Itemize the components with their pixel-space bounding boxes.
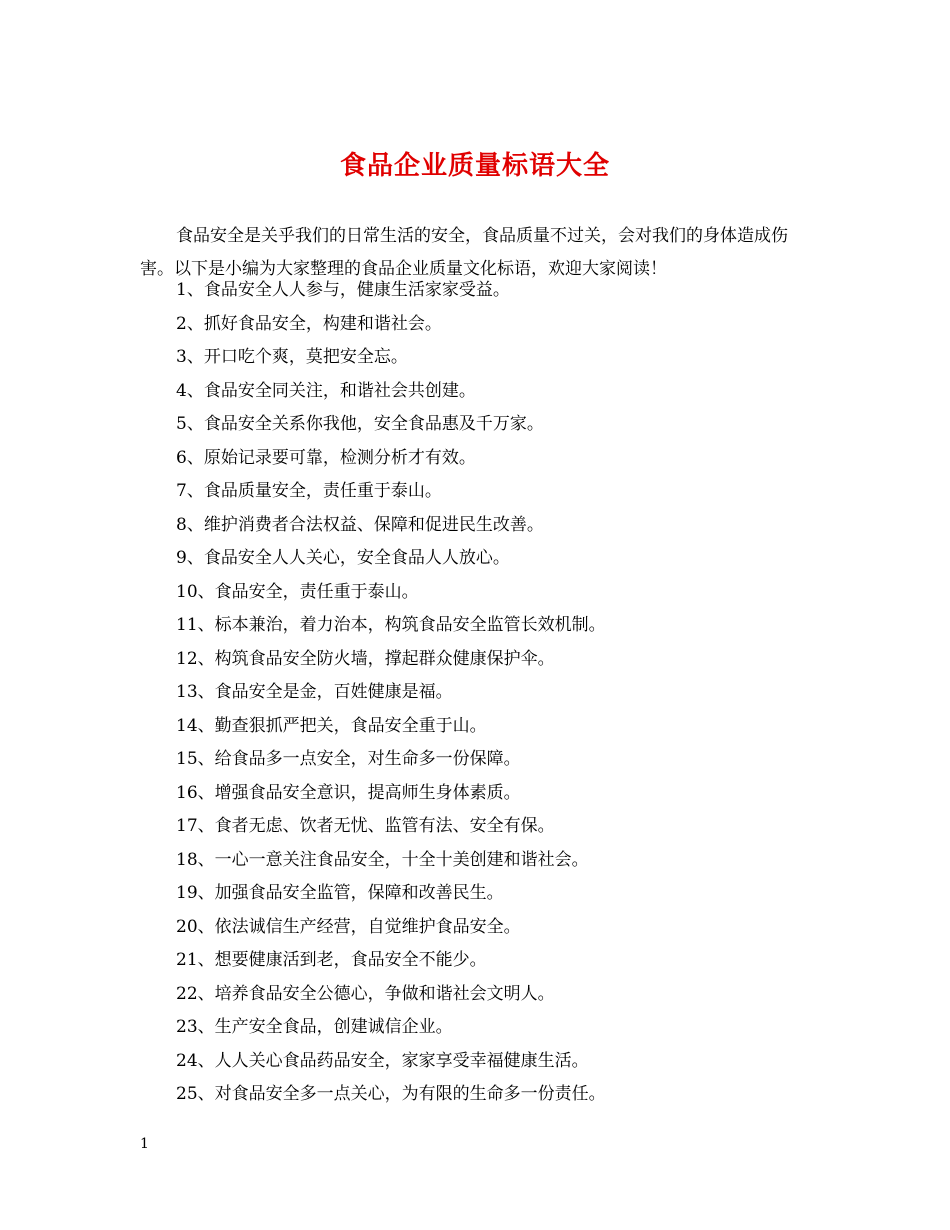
list-item: 18、一心一意关注食品安全，十全十美创建和谐社会。 bbox=[176, 849, 589, 870]
list-item: 15、给食品多一点安全，对生命多一份保障。 bbox=[176, 749, 521, 769]
list-item: 1、食品安全人人参与，健康生活家家受益。 bbox=[176, 280, 510, 300]
page-number: 1 bbox=[140, 1136, 149, 1152]
list-item: 4、食品安全同关注，和谐社会共创建。 bbox=[176, 380, 476, 401]
list-item: 13、食品安全是金，百姓健康是福。 bbox=[176, 682, 453, 702]
list-item: 16、增强食品安全意识，提高师生身体素质。 bbox=[176, 782, 521, 803]
list-item: 11、标本兼治，着力治本，构筑食品安全监管长效机制。 bbox=[176, 615, 606, 635]
list-item: 25、对食品安全多一点关心，为有限的生命多一份责任。 bbox=[176, 1084, 606, 1104]
list-item: 21、想要健康活到老，食品安全不能少。 bbox=[176, 950, 487, 970]
list-item: 14、勤查狠抓严把关，食品安全重于山。 bbox=[176, 715, 487, 736]
list-item: 5、食品安全关系你我他，安全食品惠及千万家。 bbox=[176, 414, 544, 434]
list-item: 12、构筑食品安全防火墙，撑起群众健康保护伞。 bbox=[176, 648, 555, 669]
list-item: 10、食品安全，责任重于泰山。 bbox=[176, 581, 419, 602]
list-item: 23、生产安全食品，创建诚信企业。 bbox=[176, 1017, 453, 1037]
list-item: 6、原始记录要可靠，检测分析才有效。 bbox=[176, 447, 476, 468]
list-item: 17、食者无虑、饮者无忧、监管有法、安全有保。 bbox=[176, 816, 555, 836]
list-item: 20、依法诚信生产经营，自觉维护食品安全。 bbox=[176, 916, 521, 937]
intro-paragraph: 食品安全是关乎我们的日常生活的安全，食品质量不过关，会对我们的身体造成伤害。以下是小编为大家整理的食品企业质量文化标语，欢迎大家阅读！ bbox=[140, 226, 788, 279]
list-item: 3、开口吃个爽，莫把安全忘。 bbox=[176, 347, 408, 367]
list-item: 7、食品质量安全，责任重于泰山。 bbox=[176, 481, 442, 501]
list-item: 24、人人关心食品药品安全，家家享受幸福健康生活。 bbox=[176, 1050, 589, 1071]
slogan-list bbox=[0, 274, 950, 1112]
list-item: 22、培养食品安全公德心，争做和谐社会文明人。 bbox=[176, 983, 555, 1004]
document-title: 食品企业质量标语大全 bbox=[339, 151, 610, 182]
list-item: 2、抓好食品安全，构建和谐社会。 bbox=[176, 313, 442, 334]
list-item: 19、加强食品安全监管，保障和改善民生。 bbox=[176, 883, 504, 903]
list-item: 9、食品安全人人关心，安全食品人人放心。 bbox=[176, 548, 510, 568]
list-item: 8、维护消费者合法权益、保障和促进民生改善。 bbox=[176, 514, 544, 535]
